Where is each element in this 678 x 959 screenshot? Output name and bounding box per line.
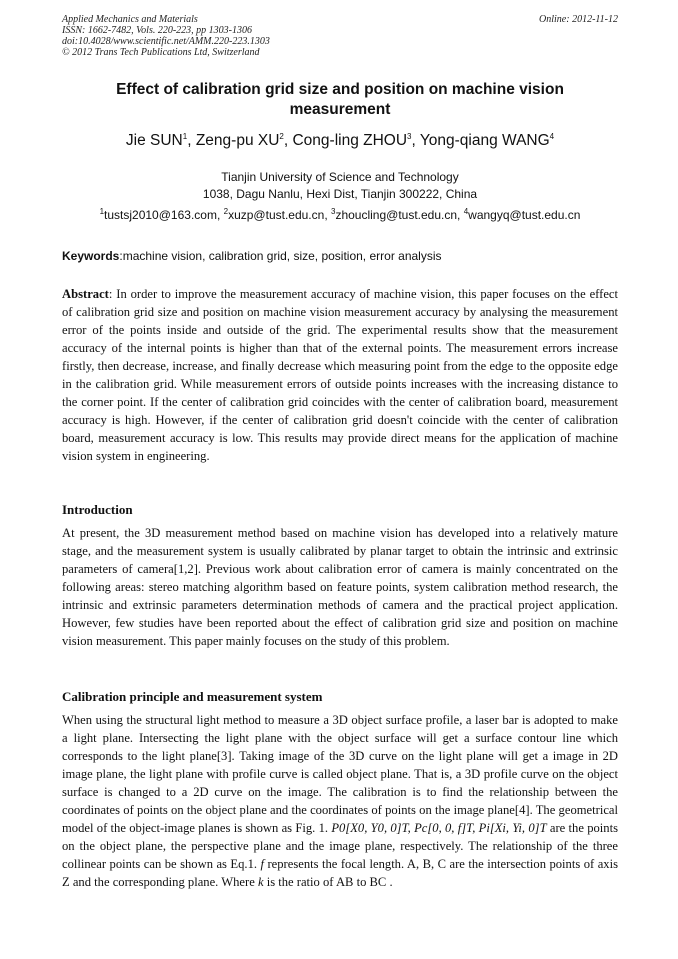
author-sep: , bbox=[187, 132, 196, 149]
author-name: Yong-qiang WANG bbox=[419, 132, 550, 149]
author-sep: , bbox=[283, 132, 293, 149]
author-sup: 1 bbox=[182, 131, 188, 141]
author-name: Jie SUN bbox=[125, 132, 183, 149]
journal-header bbox=[62, 14, 618, 58]
calibration-text-part-2: are the points on the object plane, the perspective plane and the image plane, respectively. The relationship of the three collinear points can be shown as Eq.1. bbox=[62, 821, 618, 871]
email-sep: , bbox=[216, 208, 224, 222]
author-sep: , bbox=[411, 132, 420, 149]
calibration-text-part-3: represents the focal length. A, B, C are the intersection points of axis Z and the corresponding plane. Where bbox=[62, 857, 618, 889]
introduction-text: At present, the 3D measurement method based on machine vision has developed into a relatively mature stage, and the measurement system is usually calibrated by planar target to obtain the intrinsic and extrinsic parameters of camera[1,2]. Previous work about calibration error of camera is mainly concentrated on the following areas: stereo matching algorithm based on feature points, system calibration method research, the intrinsic and extrinsic parameters determination methods of camera and the practical project application. However, few studies have been reported about the effect of calibration grid size and position on machine vision measurement. This paper mainly focuses on the study of this problem. bbox=[62, 526, 618, 648]
paper-title bbox=[62, 80, 618, 120]
calibration-text bbox=[62, 711, 618, 891]
email-list bbox=[62, 208, 618, 222]
online-date: Online: 2012-11-12 bbox=[539, 14, 618, 25]
email-address[interactable]: zhoucling@tust.edu.cn bbox=[335, 208, 458, 222]
email-address[interactable]: tustsj2010@163.com bbox=[104, 208, 217, 222]
keywords bbox=[62, 249, 618, 263]
affiliation-line-2: 1038, Dagu Nanlu, Hexi Dist, Tianjin 300222, China bbox=[202, 187, 478, 201]
doi-line: doi:10.4028/www.scientific.net/AMM.220-223.1303 bbox=[62, 36, 270, 47]
affiliation-line-1: Tianjin University of Science and Technology bbox=[221, 170, 459, 184]
calibration-text-part-4: is the ratio of AB to BC . bbox=[263, 875, 393, 889]
ratio-symbol: k bbox=[257, 875, 264, 889]
issn-line: ISSN: 1662-7482, Vols. 220-223, pp 1303-1306 bbox=[62, 25, 252, 36]
copyright-line: © 2012 Trans Tech Publications Ltd, Switzerland bbox=[62, 47, 260, 58]
keywords-label: Keywords bbox=[62, 249, 120, 263]
keywords-text: :machine vision, calibration grid, size, position, error analysis bbox=[119, 249, 442, 263]
section-heading-introduction: Introduction bbox=[62, 502, 133, 517]
email-sup: 3 bbox=[330, 207, 336, 216]
abstract bbox=[62, 285, 618, 465]
author-list bbox=[62, 131, 618, 151]
title-line-2: measurement bbox=[289, 101, 391, 118]
author-sup: 3 bbox=[407, 131, 412, 141]
email-sup: 1 bbox=[99, 207, 105, 216]
abstract-text: : In order to improve the measurement accuracy of machine vision, this paper focuses on the effect of calibration grid size and position on machine vision measurement accuracy by analysing the measurement error of the points inside and outside of the grid. The experimental results show that the measurement accuracy of the internal points is higher than that of the external points. The measurement errors increase firstly, then decrease, increase, and finally decrease which measuring point from the edge to the opposite edge in the calibration grid. While measurement errors of outside points increases with the increasing distance to the corner point. If the center of calibration grid coincides with the center of calibration board, measurement accuracy is high. However, if the center of calibration grid doesn't coincide with the center of calibration board, measurement accuracy is low. This results may provide direct means for the application of machine vision system in engineering. bbox=[62, 287, 618, 463]
journal-name: Applied Mechanics and Materials bbox=[62, 14, 198, 25]
email-sep: , bbox=[324, 208, 331, 222]
author-name: Cong-ling ZHOU bbox=[292, 132, 408, 149]
email-address[interactable]: wangyq@tust.edu.cn bbox=[468, 208, 581, 222]
author-name: Zeng-pu XU bbox=[195, 132, 280, 149]
author-sup: 2 bbox=[279, 131, 284, 141]
calibration-text-part-1: When using the structural light method to measure a 3D object surface profile, a laser bar is adopted to make a light plane. Intersecting the light plane with the object surface will get a surface contour line which corresponds to the light plane[3]. Taking image of the 3D curve on the light plane will get a image in 2D image plane, the light plane with profile curve is called object plane. That is, a 3D profile curve on the object surface is changed to a 2D curve on the image. The calibration is to find the relationship between the coordinates of points on the object plane and the coordinates of points on the image plane[4]. The geometrical model of the object-image planes is shown as Fig. 1. bbox=[62, 713, 618, 835]
section-heading-calibration: Calibration principle and measurement system bbox=[62, 689, 323, 704]
email-address[interactable]: xuzp@tust.edu.cn bbox=[228, 208, 325, 222]
email-sep: , bbox=[457, 208, 464, 222]
author-sup: 4 bbox=[549, 131, 555, 141]
abstract-label: Abstract bbox=[62, 287, 109, 301]
point-coordinates-formula: P0[X0, Y0, 0]T, Pc[0, 0, f]T, Pi[Xi, Yi, 0]T bbox=[331, 821, 547, 835]
title-line-1: Effect of calibration grid size and position on machine vision bbox=[116, 81, 564, 98]
email-sup: 2 bbox=[223, 207, 229, 216]
focal-length-symbol: f bbox=[260, 857, 264, 871]
email-sup: 4 bbox=[463, 207, 469, 216]
